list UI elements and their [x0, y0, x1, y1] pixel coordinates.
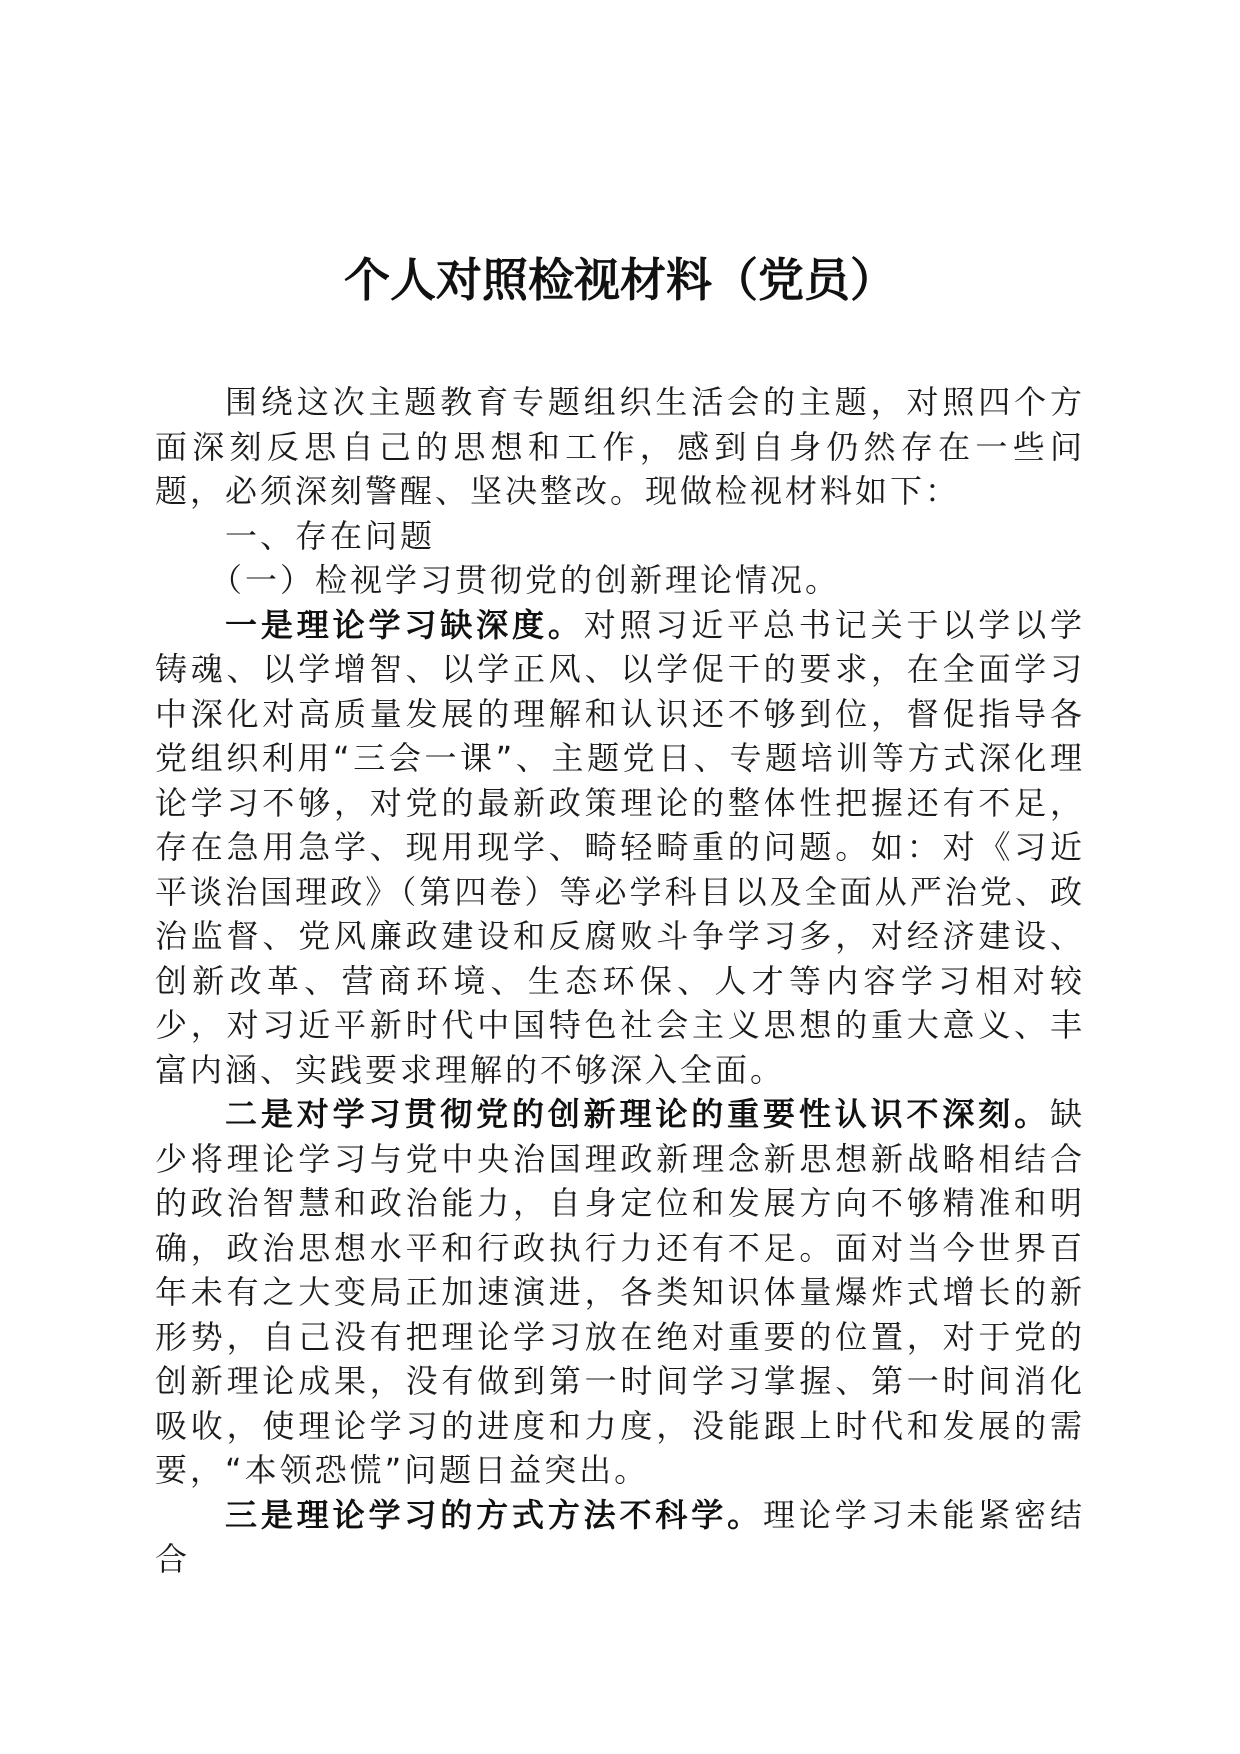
point-lead-1: 一是理论学习缺深度。 — [225, 605, 584, 644]
point-text-1: 对照习近平总书记关于以学以学铸魂、以学增智、以学正风、以学促干的要求，在全面学习中深化对高质量发展的理解和认识还不够到位，督促指导各党组织利用“三会一课”、主题党日、专题培训等方式深化理论学习不够，对党的最新政策理论的整体性把握还有不足，存在急用急学、现用现学、畸轻畸重的问题。如：对《习近平谈治国理政》（第四卷）等必学科目以及全面从严治党、政治监督、党风廉政建设和反腐败斗争学习多，对经济建设、创新改革、营商环境、生态环保、人才等内容学习相对较少，对习近平新时代中国特色社会主义思想的重大意义、丰富内涵、实践要求理解的不够深入全面。 — [155, 605, 1085, 1089]
intro-paragraph: 围绕这次主题教育专题组织生活会的主题，对照四个方面深刻反思自己的思想和工作，感到自身仍然存在一些问题，必须深刻警醒、坚决整改。现做检视材料如下： — [155, 383, 1085, 510]
point-text-2: 缺少将理论学习与党中央治国理政新理念新思想新战略相结合的政治智慧和政治能力，自身定位和发展方向不够精准和明确，政治思想水平和行政执行力还有不足。面对当今世界百年未有之大变局正加速演进，各类知识体量爆炸式增长的新形势，自己没有把理论学习放在绝对重要的位置，对于党的创新理论成果，没有做到第一时间学习掌握、第一时间消化吸收，使理论学习的进度和力度，没能跟上时代和发展的需要，“本领恐慌”问题日益突出。 — [155, 1095, 1085, 1489]
point-paragraph-2 — [155, 1092, 1085, 1493]
point-paragraph-1 — [155, 603, 1085, 1093]
point-lead-2: 二是对学习贯彻党的创新理论的重要性认识不深刻。 — [225, 1095, 1050, 1133]
point-paragraph-3 — [155, 1493, 1085, 1582]
section-heading: 一、存在问题 — [225, 516, 436, 555]
point-text-3: 理论学习未能紧密结合 — [155, 1495, 1085, 1578]
point-lead-3: 三是理论学习的方式方法不科学。 — [225, 1495, 764, 1534]
document-body — [155, 380, 1085, 1582]
document-title: 个人对照检视材料（党员） — [344, 253, 896, 307]
subsection-heading: （一）检视学习贯彻党的创新理论情况。 — [210, 561, 841, 599]
